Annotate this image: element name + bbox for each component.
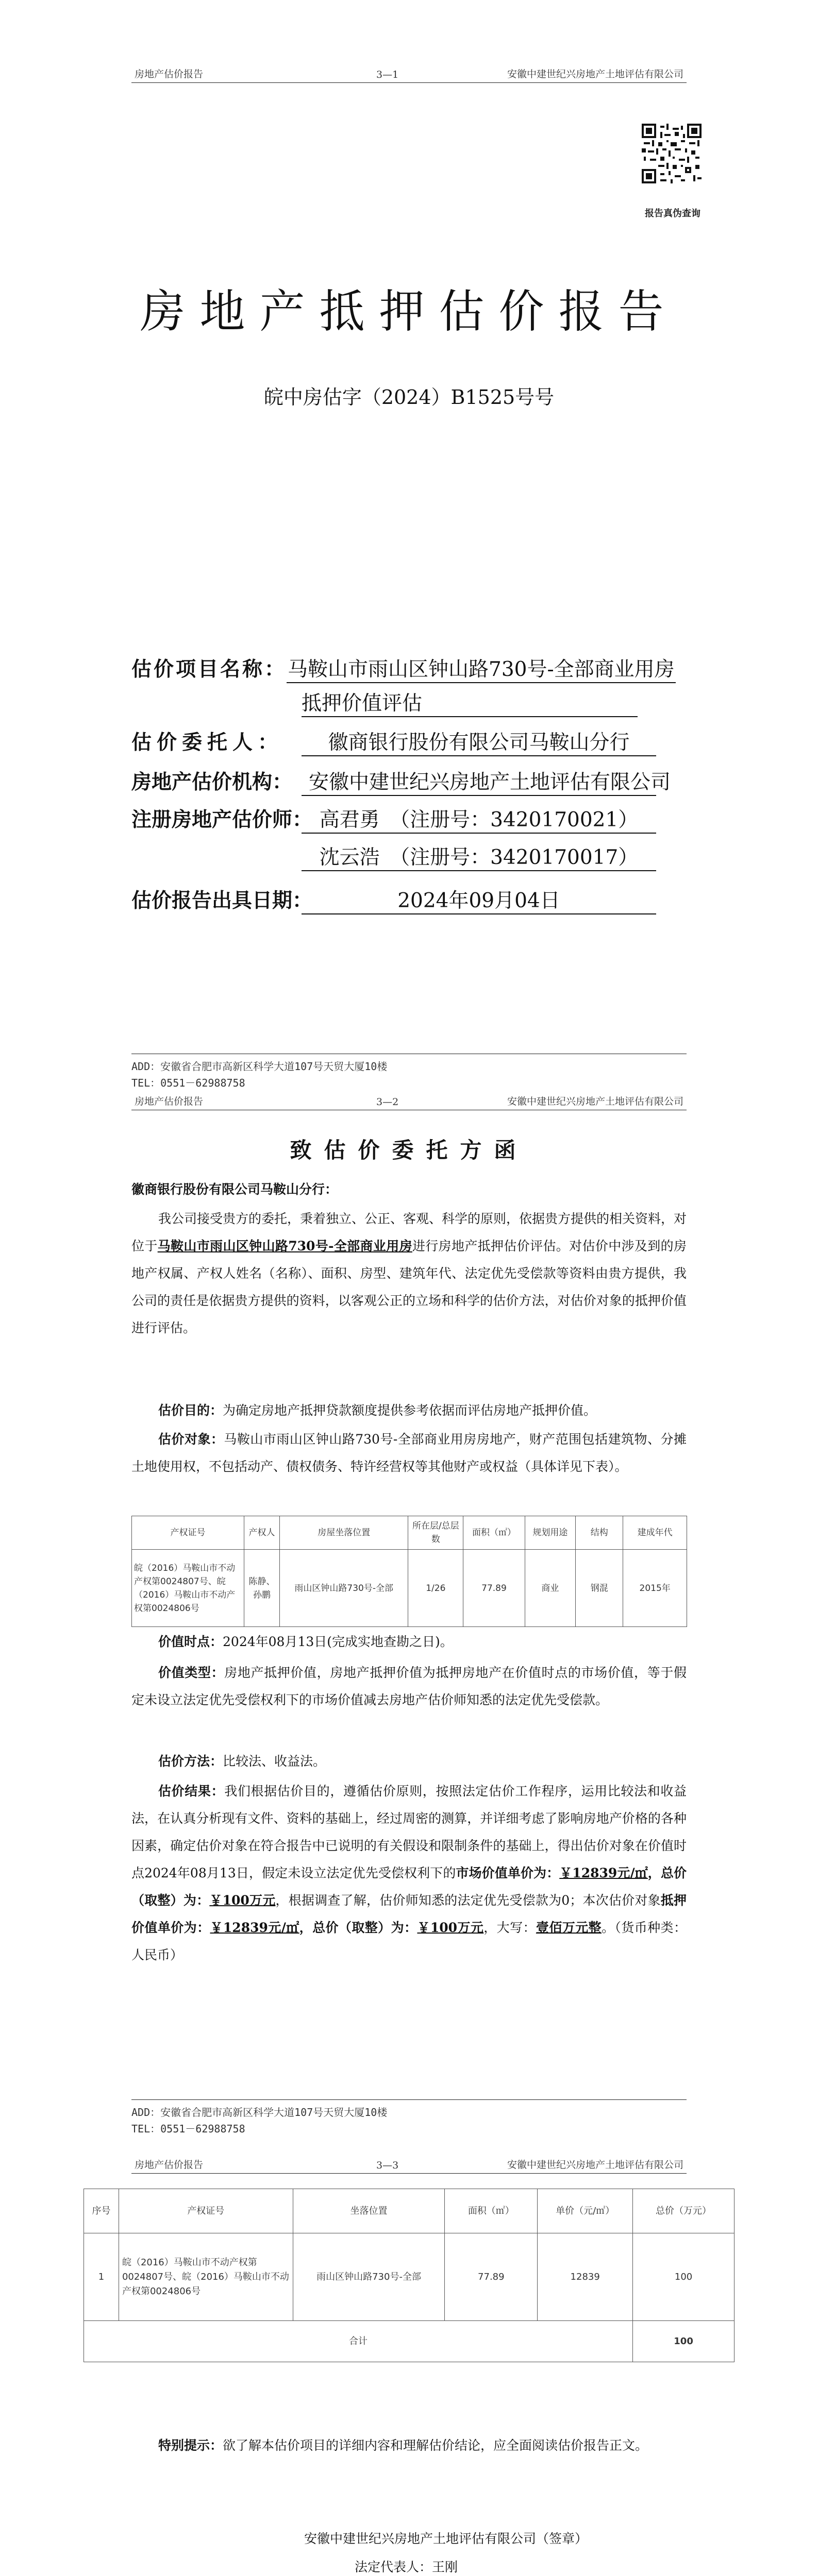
report-date-row [131, 885, 656, 914]
table-row [132, 1550, 687, 1627]
cell-unit-price: 12839 [538, 2233, 633, 2321]
cell-cert-no: 皖（2016）马鞍山市不动产权第0024807号、皖（2016）马鞍山市不动产权第0024806号 [119, 2233, 293, 2321]
project-name-value-2: 抵押价值评估 [302, 687, 638, 717]
header-right: 安徽中建世纪兴房地产土地评估有限公司 [507, 2159, 683, 2171]
property-table [131, 1516, 687, 1627]
value-date-paragraph [131, 1628, 687, 1655]
value-date-label: 价值时点： [158, 1634, 223, 1649]
cell-area: 77.89 [445, 2233, 538, 2321]
purpose-text: 为确定房地产抵押贷款额度提供参考依据而评估房地产抵押价值。 [223, 1403, 597, 1418]
letter-addressee: 徽商银行股份有限公司马鞍山分行： [131, 1182, 338, 1197]
header-left: 房地产估价报告 [135, 1096, 204, 1107]
page-header [131, 1094, 687, 1110]
header-page-number: 3—1 [376, 69, 399, 80]
cell-built-year: 2015年 [623, 1550, 687, 1627]
header-right: 安徽中建世纪兴房地产土地评估有限公司 [507, 1096, 683, 1107]
notice-label: 特别提示： [158, 2438, 223, 2453]
summary-page [0, 2154, 818, 2576]
table-total-row [84, 2321, 734, 2362]
client-value: 徽商银行股份有限公司马鞍山分行 [302, 726, 656, 756]
cell-location: 雨山区钟山路730号-全部 [280, 1550, 408, 1627]
col-seq: 序号 [84, 2189, 119, 2233]
intro-text-2: 进行房地产抵押估价评估。对估价中涉及到的房地产权属、产权人姓名（名称）、面积、房型、建筑年代、法定优先受偿款等资料由贵方提供，我公司的责任是依据贵方提供的资料，以客观公正的立场和科学的估价方法，对估价对象的抵押价值进行评估。 [131, 1239, 687, 1335]
col-total-price: 总价（万元） [633, 2189, 734, 2233]
agency-row [131, 766, 671, 796]
qr-code[interactable] [642, 124, 702, 183]
signature-representative: 法定代表人：王刚 [355, 2560, 458, 2574]
market-unit-price: ￥12839元/㎡ [559, 1866, 648, 1880]
value-type-paragraph [131, 1659, 687, 1714]
cell-total-price: 100 [633, 2233, 734, 2321]
result-text-2: ，根据调查了解，估价师知悉的法定优先受偿款为0；本次估价对象 [275, 1893, 661, 1908]
object-label: 估价对象： [158, 1432, 224, 1447]
mortgage-unit-price: ￥12839元/㎡ [210, 1920, 299, 1935]
footer-address: ADD：安徽省合肥市高新区科学大道107号天贸大厦10楼 [131, 1060, 388, 1073]
total-label: 合计 [84, 2321, 633, 2362]
header-left: 房地产估价报告 [135, 69, 204, 80]
mortgage-total-price: ￥100万元 [417, 1920, 484, 1935]
table-header-row [84, 2189, 734, 2233]
page-footer [131, 2099, 687, 2137]
page-header [131, 67, 687, 83]
col-built-year: 建成年代 [623, 1516, 687, 1550]
letter-intro [131, 1205, 687, 1342]
footer-address: ADD：安徽省合肥市高新区科学大道107号天贸大厦10楼 [131, 2106, 388, 2119]
method-label: 估价方法： [158, 1754, 223, 1769]
col-usage: 规划用途 [525, 1516, 575, 1550]
letter-page [0, 1092, 818, 2154]
market-total-label: ，总价（取整）为： [131, 1866, 687, 1908]
page-footer [131, 1054, 687, 1091]
result-text: 我们根据估价目的，遵循估价原则，按照法定估价工作程序，运用比较法和收益法，在认真分析现有文件、资料的基础上，经过周密的测算，并详细考虑了影响房地产价格的各种因素，确定估价对象在符合报告中已说明的有关假设和限制条件的基础上，得出估价对象在价值时点2024年08月13日，假定未设立法定优先受偿权利下的 [131, 1784, 687, 1880]
cell-floor: 1/26 [408, 1550, 463, 1627]
signature-block [304, 2524, 588, 2576]
value-date-text: 2024年08月13日(完成实地查勘之日)。 [223, 1634, 453, 1649]
table-row [84, 2233, 734, 2321]
col-area: 面积（㎡） [463, 1516, 525, 1550]
col-owner: 产权人 [244, 1516, 279, 1550]
col-floor: 所在层/总层数 [408, 1516, 463, 1550]
currency-note: 。（货币种类：人民币） [131, 1920, 687, 1962]
object-text: 马鞍山市雨山区钟山路730号-全部商业用房房地产，财产范围包括建筑物、分摊土地使用权，不包括动产、债权债务、特许经营权等其他财产或权益（具体详见下表）。 [131, 1432, 687, 1474]
cover-page [0, 0, 818, 1092]
header-page-number: 3—2 [376, 1096, 399, 1108]
object-paragraph [131, 1426, 687, 1480]
project-name-row [131, 653, 676, 683]
method-paragraph [131, 1748, 687, 1775]
intro-text: 我公司接受贵方的委托，秉着独立、公正、客观、科学的原则，依据贵方提供的相关资料，对位于 [131, 1211, 687, 1253]
notice-text: 欲了解本估价项目的详细内容和理解估价结论，应全面阅读估价报告正文。 [223, 2438, 648, 2453]
result-text-3: ，大写： [483, 1920, 536, 1935]
report-title: 房地产抵押估价报告 [140, 285, 678, 338]
agency-label: 房地产估价机构： [131, 770, 293, 794]
cell-cert-no: 皖（2016）马鞍山市不动产权第0024807号、皖（2016）马鞍山市不动产权第0024806号 [132, 1550, 244, 1627]
header-page-number: 3—3 [376, 2160, 399, 2171]
valuation-table [84, 2189, 734, 2362]
project-name-value: 马鞍山市雨山区钟山路730号-全部商业用房 [287, 653, 676, 683]
market-total-price: ￥100万元 [209, 1893, 276, 1908]
col-location: 房屋坐落位置 [280, 1516, 408, 1550]
header-left: 房地产估价报告 [135, 2159, 204, 2171]
market-unit-label: 市场价值单价为： [456, 1866, 560, 1880]
mortgage-total-label: ，总价（取整）为： [299, 1920, 418, 1935]
col-cert-no: 产权证号 [119, 2189, 293, 2233]
appraiser-row [131, 804, 656, 834]
mortgage-unit-label: 抵押价值单价为： [131, 1893, 687, 1935]
col-location: 坐落位置 [293, 2189, 445, 2233]
intro-property: 马鞍山市雨山区钟山路730号-全部商业用房 [157, 1239, 412, 1253]
col-area: 面积（㎡） [445, 2189, 538, 2233]
cell-structure: 钢混 [576, 1550, 623, 1627]
project-name-label: 估价项目名称： [131, 657, 287, 681]
method-text: 比较法、收益法。 [223, 1754, 326, 1769]
cell-location: 雨山区钟山路730号-全部 [293, 2233, 445, 2321]
table-header-row [132, 1516, 687, 1550]
col-structure: 结构 [576, 1516, 623, 1550]
col-unit-price: 单价（元/㎡） [538, 2189, 633, 2233]
cell-owner: 陈静、孙鹏 [244, 1550, 279, 1627]
purpose-label: 估价目的： [158, 1403, 223, 1418]
appraiser-row-2 [302, 841, 656, 871]
qr-caption: 报告真伪查询 [645, 208, 700, 219]
page-header [131, 2158, 687, 2174]
total-value: 100 [633, 2321, 734, 2362]
col-cert-no: 产权证号 [132, 1516, 244, 1550]
appraiser-2-value: 沈云浩 （注册号：3420170017） [302, 841, 656, 871]
purpose-paragraph [131, 1397, 687, 1424]
agency-value: 安徽中建世纪兴房地产土地评估有限公司 [302, 766, 656, 796]
appraiser-1-value: 高君勇 （注册号：3420170021） [302, 804, 656, 834]
footer-tel: TEL：0551－62988758 [131, 1077, 245, 1089]
value-type-label: 价值类型： [158, 1665, 225, 1680]
client-label: 估价委托人： [131, 731, 283, 754]
result-label: 估价结果： [158, 1784, 225, 1799]
value-type-text: 房地产抵押价值，房地产抵押价值为抵押房地产在价值时点的市场价值，等于假定未设立法定优先受偿权利下的市场价值减去房地产估价师知悉的法定优先受偿款。 [131, 1665, 687, 1707]
report-number: 皖中房估字（2024）B1525号号 [263, 386, 555, 409]
report-date-value: 2024年09月04日 [302, 885, 656, 914]
header-right: 安徽中建世纪兴房地产土地评估有限公司 [507, 69, 683, 80]
cell-seq: 1 [84, 2233, 119, 2321]
appraiser-label: 注册房地产估价师： [131, 808, 313, 832]
result-paragraph [131, 1777, 687, 1969]
total-in-words: 壹佰万元整 [536, 1920, 602, 1935]
client-row [131, 726, 656, 756]
footer-tel: TEL：0551－62988758 [131, 2123, 245, 2135]
letter-title: 致估价委托方函 [290, 1138, 528, 1163]
report-date-label: 估价报告出具日期： [131, 889, 313, 912]
project-name-row-2 [302, 687, 638, 717]
signature-company: 安徽中建世纪兴房地产土地评估有限公司（签章） [304, 2531, 588, 2546]
notice-paragraph [131, 2432, 687, 2459]
cell-usage: 商业 [525, 1550, 575, 1627]
cell-area: 77.89 [463, 1550, 525, 1627]
